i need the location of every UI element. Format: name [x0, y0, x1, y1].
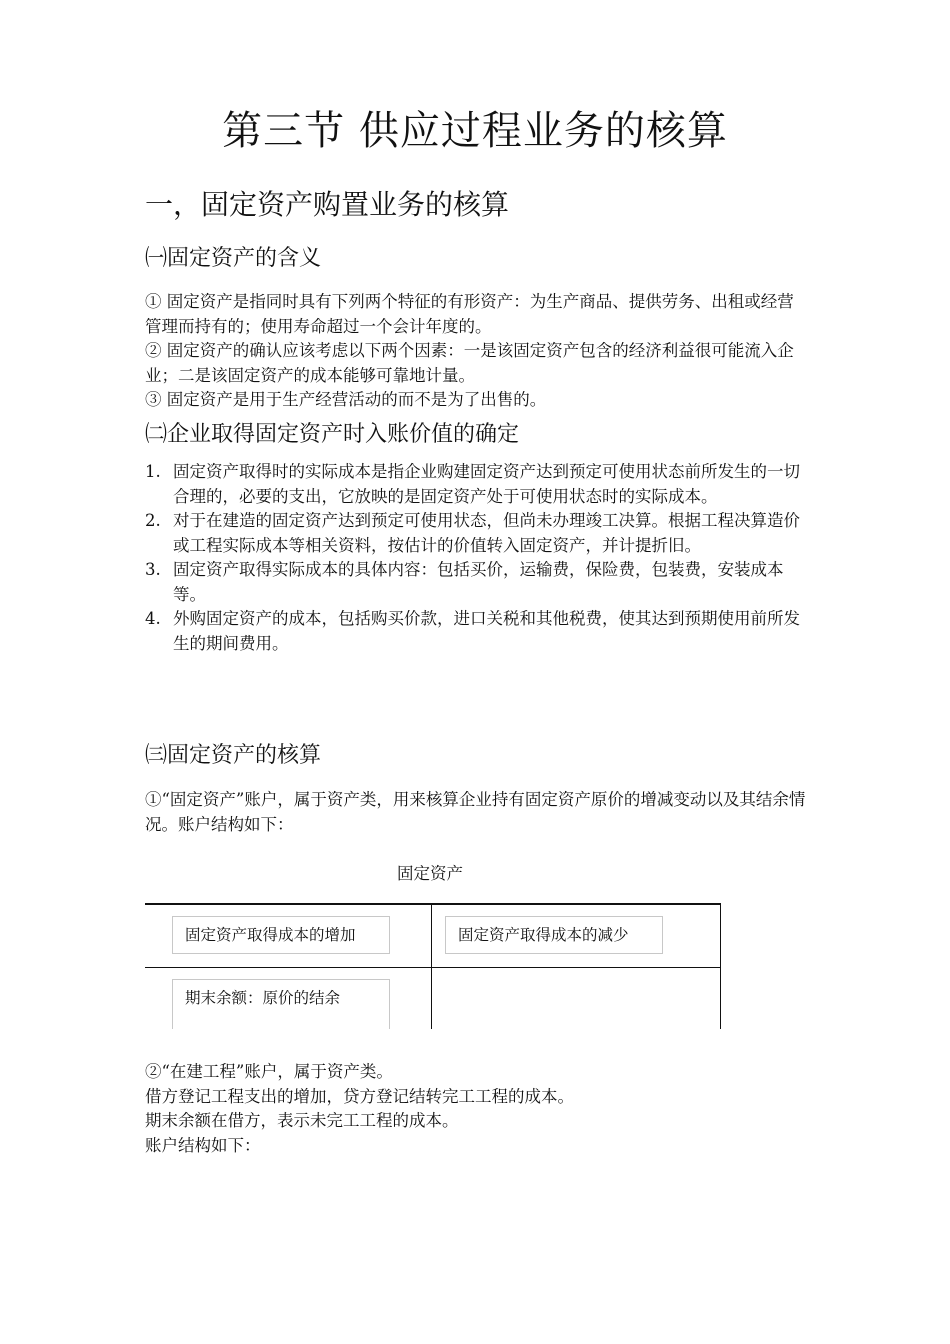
numbered-list [145, 460, 810, 656]
page-title: 第三节 供应过程业务的核算 [222, 108, 728, 154]
list-item-number: 1. [145, 462, 161, 481]
list-item-text: 固定资产取得实际成本的具体内容：包括买价，运输费，保险费，包装费，安装成本等。 [173, 560, 784, 604]
subsection-heading-1: ㈠固定资产的含义 [145, 246, 322, 271]
definition-paragraph: ② 固定资产的确认应该考虑以下两个因素：一是该固定资产包含的经济利益很可能流入企业；二是该固定资产的成本能够可靠地计量。 [145, 341, 794, 385]
t-account-top-line [145, 903, 721, 905]
t-account-center-line [431, 903, 432, 1029]
t-account [145, 903, 721, 1029]
subsection-heading-2: ㈡企业取得固定资产时入账价值的确定 [145, 422, 520, 447]
text-line: 借方登记工程支出的增加，贷方登记结转完工工程的成本。 [145, 1086, 574, 1106]
construction-account-text [145, 1060, 810, 1158]
list-item-number: 4. [145, 609, 161, 628]
list-item [145, 509, 810, 558]
account-intro: ①“固定资产”账户，属于资产类，用来核算企业持有固定资产原价的增减变动以及其结余情况。账户结构如下： [145, 790, 806, 834]
t-account-caption: 固定资产 [397, 864, 463, 883]
list-item [145, 607, 810, 656]
t-account-middle-line [145, 967, 721, 968]
list-item-text: 固定资产取得时的实际成本是指企业购建固定资产达到预定可使用状态前所发生的一切合理的，必要的支出，它放映的是固定资产处于可使用状态时的实际成本。 [173, 462, 800, 506]
text-line: 期末余额在借方，表示未完工工程的成本。 [145, 1111, 459, 1130]
text-line: ②“在建工程”账户，属于资产类。 [145, 1062, 393, 1081]
t-account-right-line [720, 903, 721, 1029]
list-item-number: 2. [145, 511, 161, 530]
section-heading: 一，固定资产购置业务的核算 [145, 188, 510, 221]
subsection-heading-3: ㈢固定资产的核算 [145, 743, 322, 768]
definition-paragraph: ③ 固定资产是用于生产经营活动的而不是为了出售的。 [145, 390, 547, 409]
list-item [145, 460, 810, 509]
list-item-number: 3. [145, 560, 161, 579]
list-item [145, 558, 810, 607]
definition-paragraphs [145, 290, 810, 413]
t-account-debit-box: 固定资产取得成本的增加 [172, 916, 390, 954]
t-account-credit-box: 固定资产取得成本的减少 [445, 916, 663, 954]
text-line: 账户结构如下： [145, 1135, 261, 1155]
t-account-balance-box: 期末余额：原价的结余 [172, 979, 390, 1029]
list-item-text: 外购固定资产的成本，包括购买价款，进口关税和其他税费，使其达到预期使用前所发生的期间费用。 [173, 609, 800, 653]
list-item-text: 对于在建造的固定资产达到预定可使用状态，但尚未办理竣工决算。根据工程决算造价或工程实际成本等相关资料，按估计的价值转入固定资产，并计提折旧。 [173, 511, 800, 555]
definition-paragraph: ① 固定资产是指同时具有下列两个特征的有形资产：为生产商品、提供劳务、出租或经营管理而持有的；使用寿命超过一个会计年度的。 [145, 292, 794, 336]
